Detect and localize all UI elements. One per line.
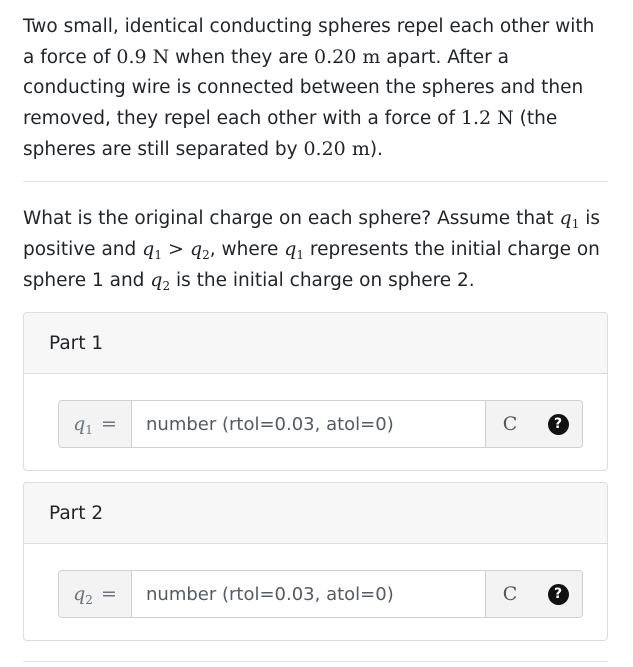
question-statement <box>23 203 608 296</box>
question-text: is positive and <box>23 208 601 260</box>
problem-text: Two small, identical conducting spheres repel each other with a force of <box>23 16 595 68</box>
force-initial: 0.9 N <box>116 46 170 68</box>
part-1-card <box>23 312 608 471</box>
part-2-help-button[interactable] <box>534 571 582 617</box>
part-2-body <box>24 544 607 640</box>
part-2-header: Part 2 <box>24 483 607 544</box>
distance-final: 0.20 m <box>303 138 370 160</box>
question-text: , where <box>209 239 285 260</box>
var-q1: $q_1$ <box>559 207 580 231</box>
question-text: is the initial charge on sphere 2. <box>170 270 475 291</box>
var-q1: $q_1$ <box>284 238 305 262</box>
var-q1: $q_1$ <box>142 238 162 262</box>
var-q2: $q_2$ <box>189 238 210 262</box>
force-final: 1.2 N <box>460 107 514 129</box>
divider-bottom <box>23 661 608 662</box>
part-1-help-button[interactable] <box>534 401 582 447</box>
problem-text: when they are <box>169 47 315 68</box>
distance-initial: 0.20 m <box>314 46 381 68</box>
greater-than: > <box>161 238 190 260</box>
part-1-header: Part 1 <box>24 313 607 374</box>
question-text: represents the initial charge on sphere 1 and <box>23 239 600 291</box>
part-1-unit-label: C <box>485 401 534 447</box>
question-circle-icon: ? <box>548 584 569 605</box>
part-2-unit-label: C <box>485 571 534 617</box>
part-2-answer-input[interactable] <box>132 571 485 617</box>
question-text: What is the original charge on each sphere? Assume that <box>23 208 560 229</box>
part-2-variable-label: $q_2$ = <box>59 571 132 617</box>
part-1-variable-label: $q_1$ = <box>59 401 132 447</box>
divider <box>23 181 608 182</box>
part-2-card <box>23 482 608 641</box>
problem-text: apart. After a conducting wire is connected between the spheres and then removed, they repel each other with a force of <box>23 47 584 129</box>
question-circle-icon: ? <box>548 414 569 435</box>
problem-statement <box>23 0 608 165</box>
problem-text: (the spheres are still separated by <box>23 108 558 160</box>
part-1-answer-group <box>58 400 583 448</box>
part-2-answer-group <box>58 570 583 618</box>
var-q2: $q_2$ <box>150 269 171 293</box>
part-1-body <box>24 374 607 470</box>
problem-text: ). <box>369 139 383 160</box>
part-1-answer-input[interactable] <box>132 401 485 447</box>
